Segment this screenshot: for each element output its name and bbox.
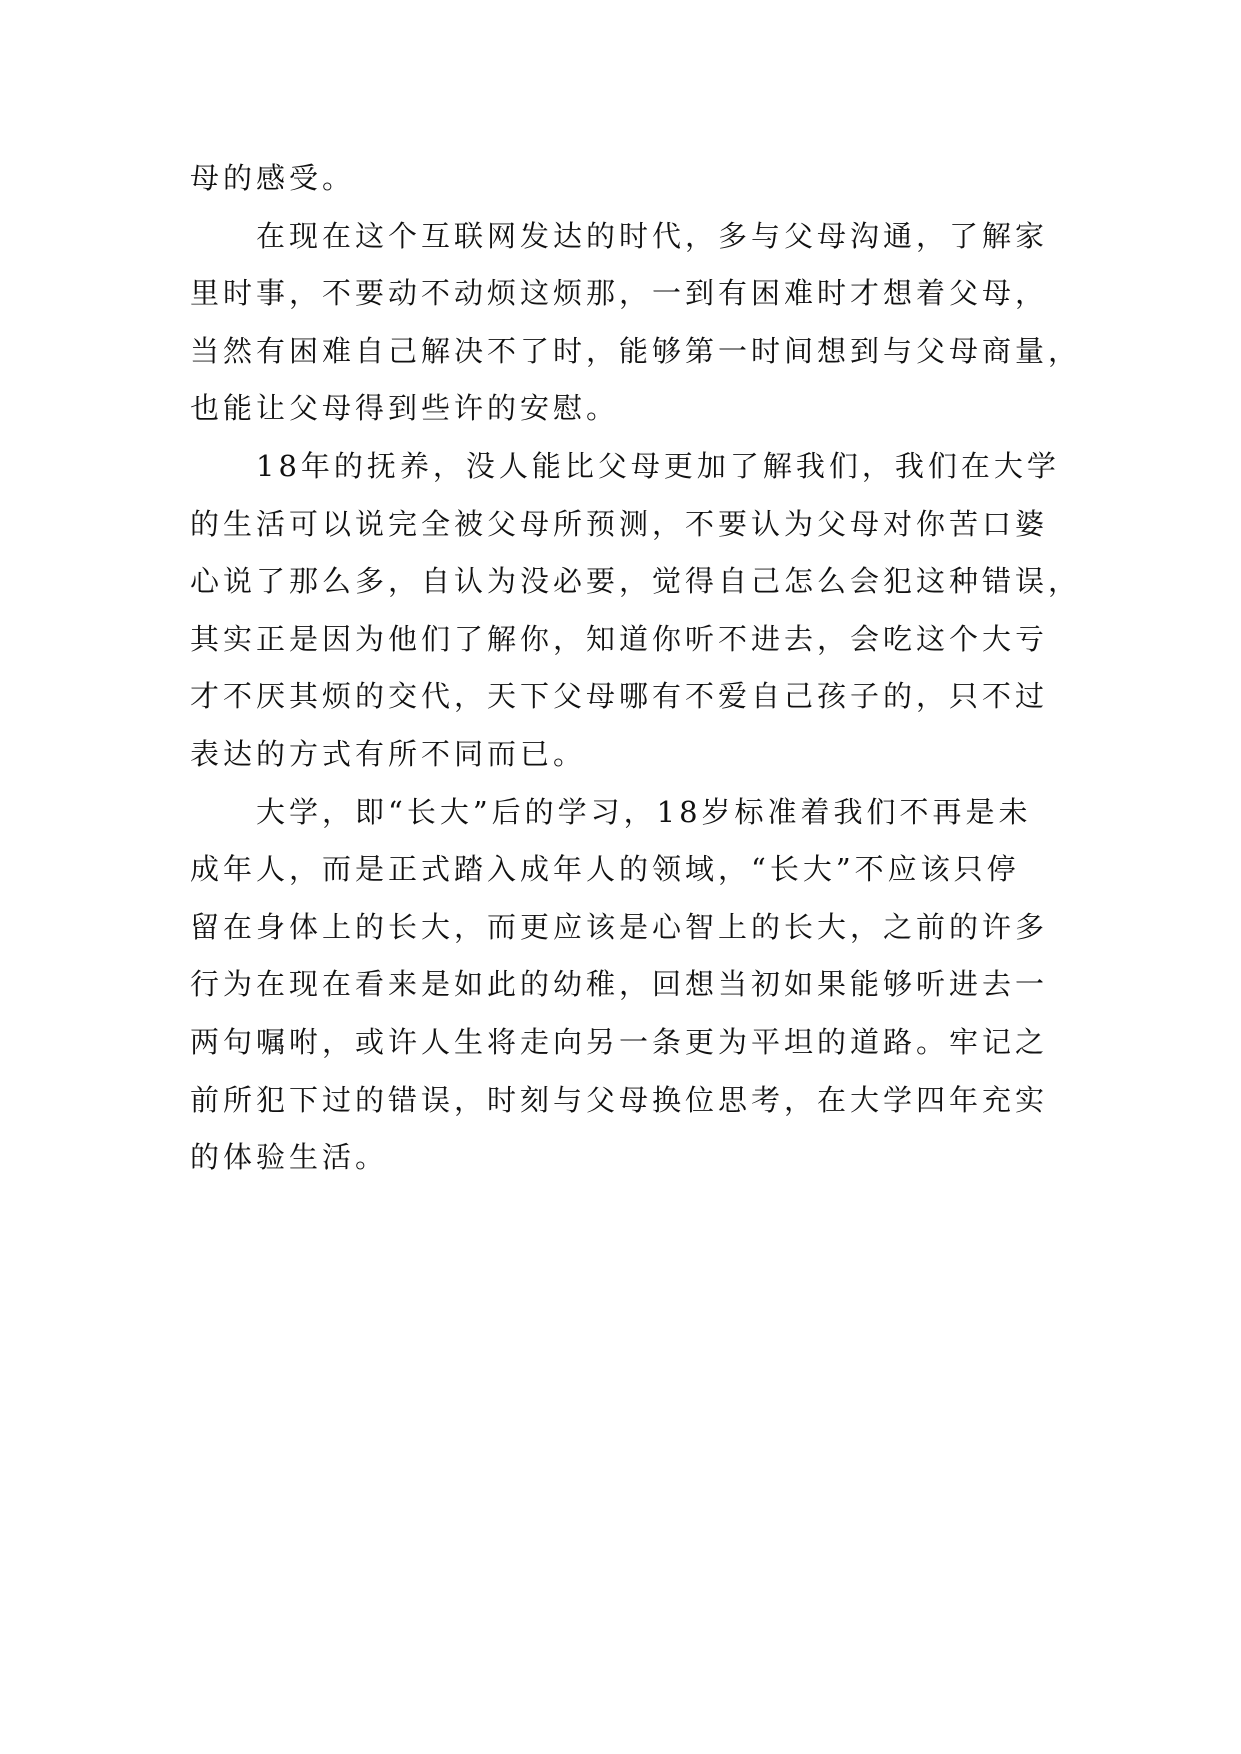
text-line: 两句嘱咐，或许人生将走向另一条更为平坦的道路。牢记之 [190,1024,1049,1059]
text-line: 才不厌其烦的交代，天下父母哪有不爱自己孩子的，只不过 [190,679,1049,714]
text-line: 成年人，而是正式踏入成年人的领域，“长大”不应该只停 [190,852,1020,887]
text-line: 行为在现在看来是如此的幼稚，回想当初如果能够听进去一 [190,967,1049,1002]
text-line: 的生活可以说完全被父母所预测，不要认为父母对你苦口婆 [190,506,1049,541]
text-line: 其实正是因为他们了解你，知道你听不进去，会吃这个大亏 [190,621,1049,656]
text-line: 也能让父母得到些许的安慰。 [190,391,620,426]
text-line: 留在身体上的长大，而更应该是心智上的长大，之前的许多 [190,909,1049,944]
text-line: 里时事，不要动不动烦这烦那，一到有困难时才想着父母， [190,276,1049,311]
text-line: 当然有困难自己解决不了时，能够第一时间想到与父母商量， [190,333,1082,368]
text-line: 心说了那么多，自认为没必要，觉得自己怎么会犯这种错误， [190,564,1082,599]
paragraph-first-line: 18年的抚养，没人能比父母更加了解我们，我们在大学 [256,448,1060,483]
text-line: 的体验生活。 [190,1140,389,1175]
text-line: 表达的方式有所不同而已。 [190,736,587,771]
paragraph-first-line: 在现在这个互联网发达的时代，多与父母沟通，了解家 [256,218,1049,253]
text-line: 前所犯下过的错误，时刻与父母换位思考，在大学四年充实 [190,1082,1049,1117]
document-body [190,150,1082,1187]
paragraph-first-line: 大学，即“长大”后的学习，18岁标准着我们不再是未 [256,794,1032,829]
text-line: 母的感受。 [190,161,356,195]
